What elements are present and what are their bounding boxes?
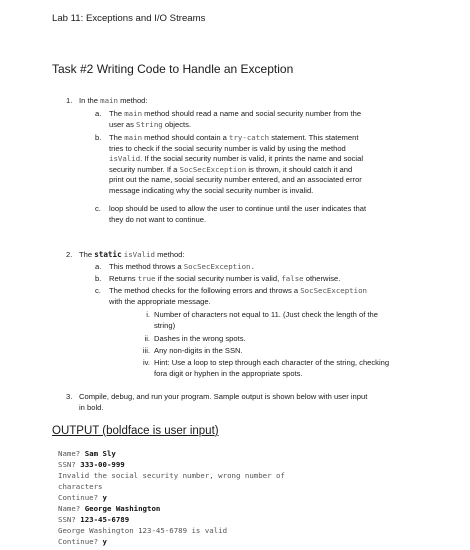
sub-iv-marker: iv.	[142, 358, 150, 367]
item1b-marker: b.	[95, 133, 102, 142]
output-title: OUTPUT (boldface is user input)	[52, 425, 219, 437]
item2c-marker: c.	[95, 286, 101, 295]
output-line: Name? Sam Sly	[58, 449, 116, 458]
output-line: Name? George Washington	[58, 504, 161, 513]
sub-iii-text: Any non-digits in the SSN.	[154, 346, 243, 355]
sub-iv-text: Hint: Use a loop to step through each character of the string, checking fora digit or hyphen in the appropriate spots.	[154, 358, 390, 378]
item2b-marker: b.	[95, 274, 102, 283]
item2a-text: This method throws a SocSecException.	[109, 262, 255, 271]
sub-ii-text: Dashes in the wrong spots.	[154, 334, 246, 343]
sub-ii-marker: ii.	[144, 334, 150, 343]
item1c-text: loop should be used to allow the user to continue until the user indicates that they do not want to continue.	[109, 204, 367, 224]
output-line: Continue? y	[58, 537, 107, 546]
item3-number: 3.	[66, 392, 73, 401]
sub-i-marker: i.	[146, 310, 150, 319]
item3-text: Compile, debug, and run your program. Sample output is shown below with user input in bold.	[79, 392, 368, 412]
task-title: Task #2 Writing Code to Handle an Exception	[52, 62, 294, 76]
item1-heading: In the main method:	[79, 96, 148, 105]
output-line: characters	[58, 482, 103, 491]
item2a-marker: a.	[95, 262, 102, 271]
item1b-text: The main method should contain a try-catch statement. This statement tries to check if the social security number is valid by using the method isValid. If the social security number is valid, it prints the name and social security number. If a SocSecException is thrown, it should catch it and print out the name, social security number entered, and an associated error message indicating why the social security number is invalid.	[109, 133, 364, 195]
lab-header: Lab 11: Exceptions and I/O Streams	[52, 13, 206, 24]
item2-heading: The static isValid method:	[79, 250, 185, 259]
item1a-text: The main method should read a name and social security number from the user as String objects.	[109, 109, 362, 129]
item1a-marker: a.	[95, 109, 102, 118]
output-line: SSN? 123-45-6789	[58, 515, 130, 524]
output-line: Invalid the social security number, wrong number of	[58, 471, 285, 480]
output-line: SSN? 333-00-999	[58, 460, 125, 469]
sub-i-text: Number of characters not equal to 11. (Just check the length of the string)	[154, 310, 379, 330]
item1-number: 1.	[66, 96, 73, 105]
output-line: George Washington 123-45-6789 is valid	[58, 526, 228, 535]
sub-iii-marker: iii.	[142, 346, 150, 355]
item2b-text: Returns true if the social security number is valid, false otherwise.	[109, 274, 341, 283]
item1c-marker: c.	[95, 204, 101, 213]
item2-number: 2.	[66, 250, 73, 259]
output-line: Continue? y	[58, 493, 107, 502]
item2c-text: The method checks for the following errors and throws a SocSecException with the appropriate message.	[109, 286, 367, 306]
